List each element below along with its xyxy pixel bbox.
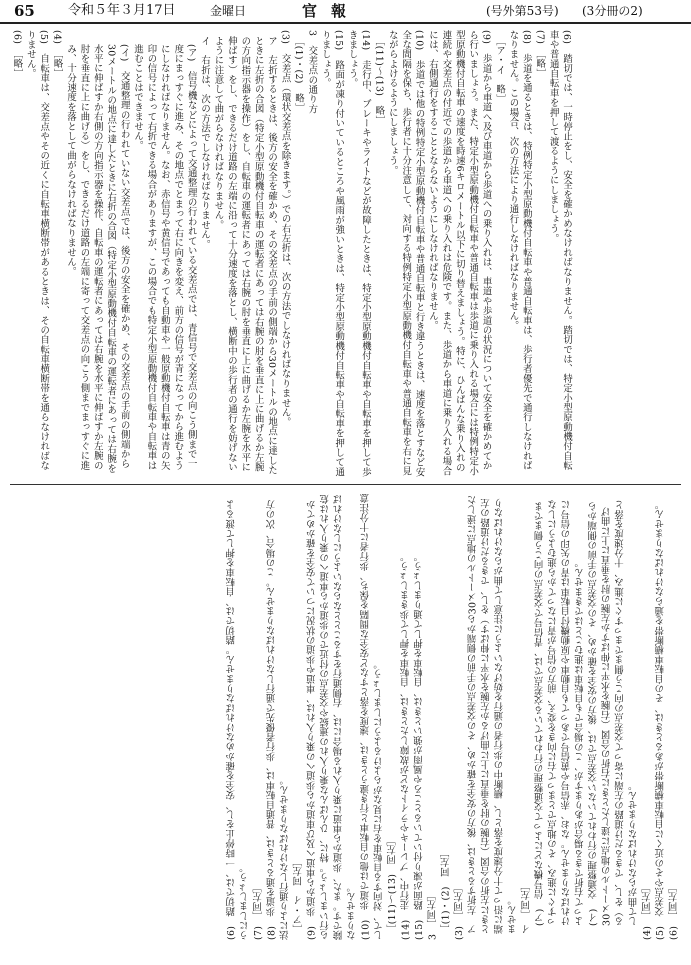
paragraph: (6) ［略］ — [11, 30, 23, 79]
paragraph: (10) 歩道では他の特例特定小型原動機付自転車や普通自転車と行き違うときは、速度を落とすなど安全な間隔を保ち、歩行者に十分注意して、対向する特例特定小型原動機付自転車や普通自転車を右に見ながらよけるようにしましょう。 — [386, 30, 425, 477]
paragraph: ア 左折するときは、後方の安全を確かめ、その交差点の手前の側端から30メートルの地点に達したときに左折の合図（右腕の肘を垂直に上に曲げるか左腕を水平に伸ばす）をし、できるだけ道路の左端に沿って十分速度を落とし、横断中の歩行者の通行を妨げないように注意して曲がらなければなりません。 — [467, 495, 519, 934]
paragraph: イ 右折は、次の方法でしなければなりません。 — [199, 36, 211, 250]
paragraph: (7) ［同左］ — [253, 882, 264, 940]
paragraph: (ア) 信号機などによって交通整理の行われている交差点では、青信号で交差点の向こう側まで一度にまっすぐに進み、その地点でとまって右に向きを変え、前方の信号が青になってから進むようにしなければなりません。なお、赤信号や黄信号であっても自動車や一般原動機付自転車は青の矢印の信号によって右折できる場合がありますが、この場合でも特定小型原動機付自転車や自転車は進むことはできません。 — [132, 44, 197, 471]
paragraph: ［(11)～(13) 同左］ — [387, 834, 399, 934]
paragraph: ［ア・イ 略］ — [494, 36, 506, 104]
page-header — [0, 0, 691, 24]
current-text-body — [225, 492, 681, 940]
paragraph: ［(11)～(13) 略］ — [373, 36, 385, 126]
weekday: 金曜日 — [210, 4, 247, 18]
paragraph: (ア) 信号機などによって交通整理の行われている交差点では、青信号で交差点の向こう側までまっすぐに進み、その地点でとまって右に向きを変え、前方の信号が青になってから進むようにしなければなりません。なお、赤信号や黄信号であっても自動車や原動機付自転車は青の矢印の信号によって右折できる場合がありますが、この場合でも自転車は進むことはできません。 — [534, 499, 586, 926]
paragraph: (15) 路面が凍り付いているところや風雨が強いときは、自転車を押して通りましょう。 — [413, 551, 425, 940]
paragraph: (14) 走行中、ブレーキやライトなどが故障したときは、自転車を押して歩きましょう。 — [400, 551, 412, 940]
paragraph: (5) 自転車は、交差点やその近くに自転車横断帯があるときは、その自転車横断帯を通らなければなりません。 — [24, 30, 50, 471]
paragraph: (14) 走行中、ブレーキやライトなどが故障したときは、特定小型原動機付自転車や自転車を押して歩きましょう。 — [346, 30, 371, 477]
paragraph: (3) ［同左］ — [454, 882, 466, 940]
paragraph: 3 ［同左］ — [427, 889, 439, 940]
paragraph: イ ［同左］ — [521, 880, 533, 934]
paragraph: (9) 歩道から車道へ及び車道から歩道への乗り入れは、車道や歩道の状況について安全を確かめてから行いましょう。また、特定小型原動機付自転車や普通自転車は歩道に乗り入れる場合には特例特定小型原動機付自転車の速度を時速6キロメートル以下に切り替えましょう。特に、ひんぱんな乗り入れの連続や交差点の付近での歩道から車道への乗り入れは危険です。また、歩道から車道に乗り入れる場合には、右側通行をすることとならないようにしなければなりません。 — [427, 30, 492, 476]
paragraph: (10) 歩道では他の自転車と行き違うときは、速度を落とすなど安全な間隔を保ち、歩行者に十分注意して、対向する自転車を右に見ながらよけるようにしましょう。 — [360, 493, 385, 940]
volume-part: (3分冊の2) — [582, 4, 643, 18]
revised-text-body — [10, 30, 573, 478]
paragraph: (7) ［略］ — [534, 30, 546, 79]
issue-number: (号外第53号) — [486, 4, 559, 18]
paragraph: ［(1)・(2) 同左］ — [440, 847, 452, 934]
paragraph: ［ア・イ 同左］ — [293, 856, 305, 934]
paragraph: 3 交差点の通り方 — [306, 30, 318, 114]
paragraph: (4) ［同左］ — [641, 882, 653, 940]
current-text-section — [10, 492, 681, 940]
issue-date: 令和５年３月17日 — [68, 3, 176, 18]
paragraph: (9) 歩道から車道へ及び車道から歩道への乗り入れは、車道や歩道の状況について安全を確かめてから行いましょう。特に、ひんぱんな乗り入れの連続や交差点の付近での歩道から車道への乗り入れは危険です。また、歩道から車道に乗り入れる場合には、右側通行をすることとならないようにしなければなりません。 — [306, 494, 358, 940]
paragraph: (15) 路面が凍り付いているところや風雨が強いときは、特定小型原動機付自転車や自転車を押して通りましょう。 — [319, 30, 345, 477]
paragraph: ア 左折するときは、後方の安全を確かめ、その交差点の手前の側端から30メートルの地点に達したときに左折の合図（特定小型原動機付自転車の運転者にあっては右腕の肘を垂直に上に曲げるか左腕の方向指示器を操作）をし、自転車の運転者にあっては右腕の肘を垂直に上に曲げるか左腕を水平に伸ばす）をし、できるだけ道路の左端に沿って十分速度を落とし、横断中の歩行者の通行を妨げないように注意して曲がらなければなりません。 — [212, 36, 278, 475]
page-number: 65 — [14, 2, 35, 20]
paragraph: (8) 歩道を通るときは、特例特定小型原動機付自転車や普通自転車は、歩行者優先で通行しなければなりません。この場合、次の方法により通行しなければなりません。 — [507, 30, 532, 471]
paragraph: (5) 交差点やその近くに自転車横断帯があるときは、その自転車横断帯を通らなければなりません。 — [655, 499, 667, 940]
paragraph: (6) 踏切では、一時停止をし、安全を確かめなければなりません。踏切では、特定小型原動機付自転車や普通自転車を押して渡るようにしましょう。 — [547, 30, 573, 471]
section-divider — [10, 484, 681, 485]
paragraph: (イ) 交通整理の行われていない交差点では、後方の安全を確かめ、その交差点の手前の側端から30メートルの地点に達したときに右折の合図（特定小型原動機付自転車の運転者にあっては右腕を水平に伸ばすか右側の方向指示器を操作、自転車の運転者にあっては右腕を水平に伸ばすか左腕の肘を垂直に上に曲げる）をし、できるだけ道路の左端に寄って交差点の向こう側までまっすぐに進み、十分速度を落として曲がらなければなりません。 — [65, 44, 130, 474]
paragraph: (6) ［同左］ — [668, 882, 680, 940]
paragraph: (3) 交差点（環状交差点を除きます。）での右左折は、次の方法でしなければなりません。 — [279, 30, 291, 428]
paragraph: (4) ［略］ — [51, 30, 63, 79]
paragraph: ［(1)・(2) 略］ — [292, 36, 304, 113]
paragraph: (イ) 交通整理の行われていない交差点では、後方の安全を確かめ、その交差点の手前の側端から30メートルの地点に達したときに右折の合図（右腕を水平に伸ばすか左腕の肘を垂直に上に曲げる）をし、できるだけ道路の左端に寄って交差点の向こう側までまっすぐに進み、十分速度を落として曲がらなければなりません。 — [588, 499, 640, 926]
paragraph: (8) 歩道を通るときは、普通自転車は、歩行者優先で通行しなければなりません。この場合、次の方法により通行しなければなりません。 — [266, 499, 291, 940]
paragraph: (6) 踏切では、一時停止をし、安全を確かめなければなりません。踏切では、自転車を押して渡るようにしましょう。 — [226, 499, 251, 940]
paper-title: 官報 — [302, 2, 361, 20]
revised-text-section — [10, 30, 681, 478]
